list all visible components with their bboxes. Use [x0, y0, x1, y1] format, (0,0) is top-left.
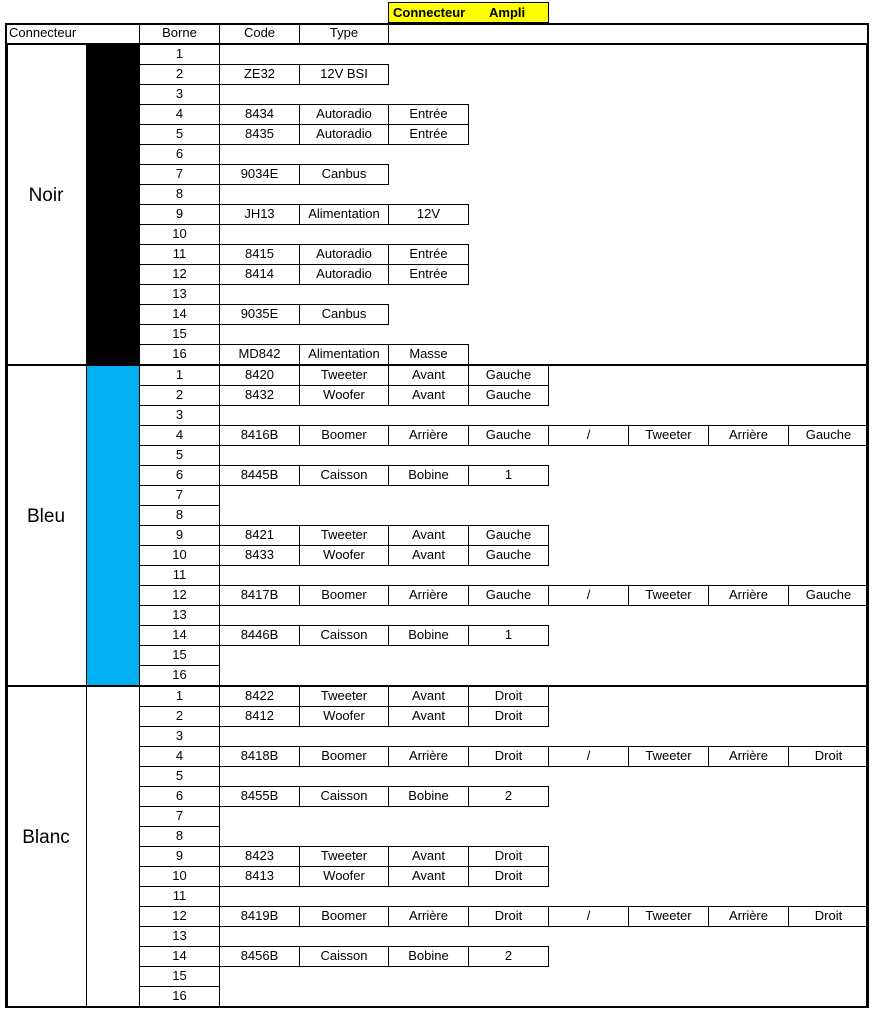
cell-desc: Arrière	[388, 425, 469, 446]
cell-detail: 1	[468, 625, 549, 646]
cell-detail: Droit	[468, 846, 549, 867]
borne-cell: 3	[139, 84, 220, 105]
cell-sep: /	[548, 585, 629, 606]
cell-code: 8422	[219, 686, 300, 707]
cell-code: MD842	[219, 344, 300, 365]
borne-cell: 6	[139, 465, 220, 486]
cell-extra-desc: Arrière	[708, 425, 789, 446]
cell-detail: Droit	[468, 706, 549, 727]
cell-detail: 2	[468, 786, 549, 807]
cell-type: Autoradio	[299, 104, 389, 125]
cell-code: 8421	[219, 525, 300, 546]
cell-extra-type: Tweeter	[628, 746, 709, 767]
cell-detail: Droit	[468, 686, 549, 707]
borne-cell: 9	[139, 846, 220, 867]
cell-desc: Bobine	[388, 786, 469, 807]
cell-code: 9035E	[219, 304, 300, 325]
cell-extra-detail: Droit	[788, 906, 869, 927]
cell-detail: Droit	[468, 746, 549, 767]
cell-code: 8445B	[219, 465, 300, 486]
title-left: Connecteur	[393, 5, 466, 20]
cell-code: 8412	[219, 706, 300, 727]
cell-type: Woofer	[299, 385, 389, 406]
cell-type: Tweeter	[299, 686, 389, 707]
cell-type: Tweeter	[299, 365, 389, 386]
cell-type: Canbus	[299, 304, 389, 325]
cell-desc: Avant	[388, 385, 469, 406]
color-swatch-bleu	[86, 365, 140, 686]
borne-cell: 1	[139, 686, 220, 707]
cell-extra-detail: Gauche	[788, 585, 869, 606]
cell-type: Tweeter	[299, 846, 389, 867]
borne-cell: 5	[139, 445, 220, 466]
cell-sep: /	[548, 425, 629, 446]
cell-type: Alimentation	[299, 344, 389, 365]
title-box	[388, 2, 549, 23]
cell-code: ZE32	[219, 64, 300, 85]
cell-desc: Bobine	[388, 465, 469, 486]
cell-type: Autoradio	[299, 124, 389, 145]
header-type: Type	[299, 23, 389, 44]
cell-code: 8456B	[219, 946, 300, 967]
cell-code: 8417B	[219, 585, 300, 606]
borne-cell: 13	[139, 605, 220, 626]
cell-desc: 12V	[388, 204, 469, 225]
cell-code: 8415	[219, 244, 300, 265]
borne-cell: 10	[139, 224, 220, 245]
cell-type: Caisson	[299, 946, 389, 967]
connector-name: Bleu	[26, 506, 66, 527]
cell-code: 8413	[219, 866, 300, 887]
cell-desc: Arrière	[388, 906, 469, 927]
borne-cell: 14	[139, 946, 220, 967]
cell-code: 8432	[219, 385, 300, 406]
cell-code: 8414	[219, 264, 300, 285]
borne-cell: 13	[139, 284, 220, 305]
cell-detail: Droit	[468, 906, 549, 927]
cell-extra-desc: Arrière	[708, 906, 789, 927]
cell-type: Boomer	[299, 906, 389, 927]
color-swatch-noir	[86, 44, 140, 365]
cell-detail: Gauche	[468, 545, 549, 566]
cell-desc: Arrière	[388, 585, 469, 606]
cell-type: Tweeter	[299, 525, 389, 546]
borne-cell: 4	[139, 746, 220, 767]
borne-cell: 2	[139, 385, 220, 406]
borne-cell: 10	[139, 866, 220, 887]
borne-cell: 5	[139, 766, 220, 787]
borne-cell: 4	[139, 104, 220, 125]
cell-code: 8418B	[219, 746, 300, 767]
borne-cell: 10	[139, 545, 220, 566]
cell-detail: Droit	[468, 866, 549, 887]
borne-cell: 2	[139, 64, 220, 85]
cell-desc: Bobine	[388, 946, 469, 967]
cell-code: 8446B	[219, 625, 300, 646]
borne-cell: 9	[139, 204, 220, 225]
borne-cell: 14	[139, 625, 220, 646]
cell-code: 8423	[219, 846, 300, 867]
borne-cell: 7	[139, 806, 220, 827]
cell-type: Woofer	[299, 866, 389, 887]
cell-type: Autoradio	[299, 264, 389, 285]
cell-desc: Avant	[388, 686, 469, 707]
cell-code: 8419B	[219, 906, 300, 927]
borne-cell: 11	[139, 886, 220, 907]
cell-detail: 2	[468, 946, 549, 967]
cell-code: 8455B	[219, 786, 300, 807]
cell-code: 8416B	[219, 425, 300, 446]
connector-name: Noir	[28, 185, 64, 206]
borne-cell: 15	[139, 324, 220, 345]
cell-desc: Arrière	[388, 746, 469, 767]
cell-type: Caisson	[299, 786, 389, 807]
cell-type: Boomer	[299, 746, 389, 767]
borne-cell: 3	[139, 405, 220, 426]
cell-code: 8420	[219, 365, 300, 386]
cell-extra-detail: Gauche	[788, 425, 869, 446]
connector-name: Blanc	[22, 827, 70, 848]
cell-desc: Avant	[388, 706, 469, 727]
borne-cell: 15	[139, 645, 220, 666]
borne-cell: 16	[139, 344, 220, 365]
cell-type: Caisson	[299, 465, 389, 486]
cell-type: Canbus	[299, 164, 389, 185]
borne-cell: 5	[139, 124, 220, 145]
cell-type: Boomer	[299, 585, 389, 606]
cell-code: 8435	[219, 124, 300, 145]
header-connecteur: Connecteur	[5, 23, 140, 44]
cell-sep: /	[548, 746, 629, 767]
borne-cell: 12	[139, 585, 220, 606]
borne-cell: 2	[139, 706, 220, 727]
cell-extra-type: Tweeter	[628, 906, 709, 927]
cell-type: Woofer	[299, 545, 389, 566]
cell-type: Caisson	[299, 625, 389, 646]
borne-cell: 1	[139, 365, 220, 386]
borne-cell: 7	[139, 164, 220, 185]
cell-sep: /	[548, 906, 629, 927]
header-borne: Borne	[139, 23, 220, 44]
borne-cell: 8	[139, 505, 220, 526]
cell-desc: Bobine	[388, 625, 469, 646]
borne-cell: 16	[139, 986, 220, 1007]
cell-desc: Avant	[388, 525, 469, 546]
borne-cell: 1	[139, 44, 220, 65]
borne-cell: 8	[139, 826, 220, 847]
cell-code: JH13	[219, 204, 300, 225]
cell-type: Boomer	[299, 425, 389, 446]
borne-cell: 9	[139, 525, 220, 546]
cell-type: Woofer	[299, 706, 389, 727]
borne-cell: 6	[139, 144, 220, 165]
borne-cell: 14	[139, 304, 220, 325]
cell-desc: Masse	[388, 344, 469, 365]
borne-cell: 12	[139, 264, 220, 285]
borne-cell: 15	[139, 966, 220, 987]
cell-type: Autoradio	[299, 244, 389, 265]
cell-type: 12V BSI	[299, 64, 389, 85]
cell-extra-detail: Droit	[788, 746, 869, 767]
cell-detail: Gauche	[468, 385, 549, 406]
cell-detail: Gauche	[468, 585, 549, 606]
cell-code: 8434	[219, 104, 300, 125]
cell-detail: Gauche	[468, 365, 549, 386]
cell-detail: Gauche	[468, 525, 549, 546]
cell-code: 9034E	[219, 164, 300, 185]
borne-cell: 3	[139, 726, 220, 747]
color-swatch-blanc	[86, 686, 140, 1007]
cell-desc: Entrée	[388, 124, 469, 145]
cell-extra-desc: Arrière	[708, 746, 789, 767]
cell-desc: Entrée	[388, 264, 469, 285]
borne-cell: 12	[139, 906, 220, 927]
cell-detail: 1	[468, 465, 549, 486]
borne-cell: 16	[139, 665, 220, 686]
borne-cell: 13	[139, 926, 220, 947]
title-right: Ampli	[489, 5, 526, 20]
borne-cell: 4	[139, 425, 220, 446]
borne-cell: 7	[139, 485, 220, 506]
borne-cell: 11	[139, 244, 220, 265]
cell-desc: Avant	[388, 846, 469, 867]
borne-cell: 11	[139, 565, 220, 586]
cell-extra-type: Tweeter	[628, 585, 709, 606]
header-code: Code	[219, 23, 300, 44]
cell-code: 8433	[219, 545, 300, 566]
cell-extra-desc: Arrière	[708, 585, 789, 606]
cell-desc: Entrée	[388, 104, 469, 125]
borne-cell: 8	[139, 184, 220, 205]
cell-detail: Gauche	[468, 425, 549, 446]
cell-desc: Avant	[388, 365, 469, 386]
cell-desc: Entrée	[388, 244, 469, 265]
borne-cell: 6	[139, 786, 220, 807]
cell-extra-type: Tweeter	[628, 425, 709, 446]
header-empty	[388, 23, 869, 44]
cell-desc: Avant	[388, 866, 469, 887]
cell-desc: Avant	[388, 545, 469, 566]
cell-type: Alimentation	[299, 204, 389, 225]
